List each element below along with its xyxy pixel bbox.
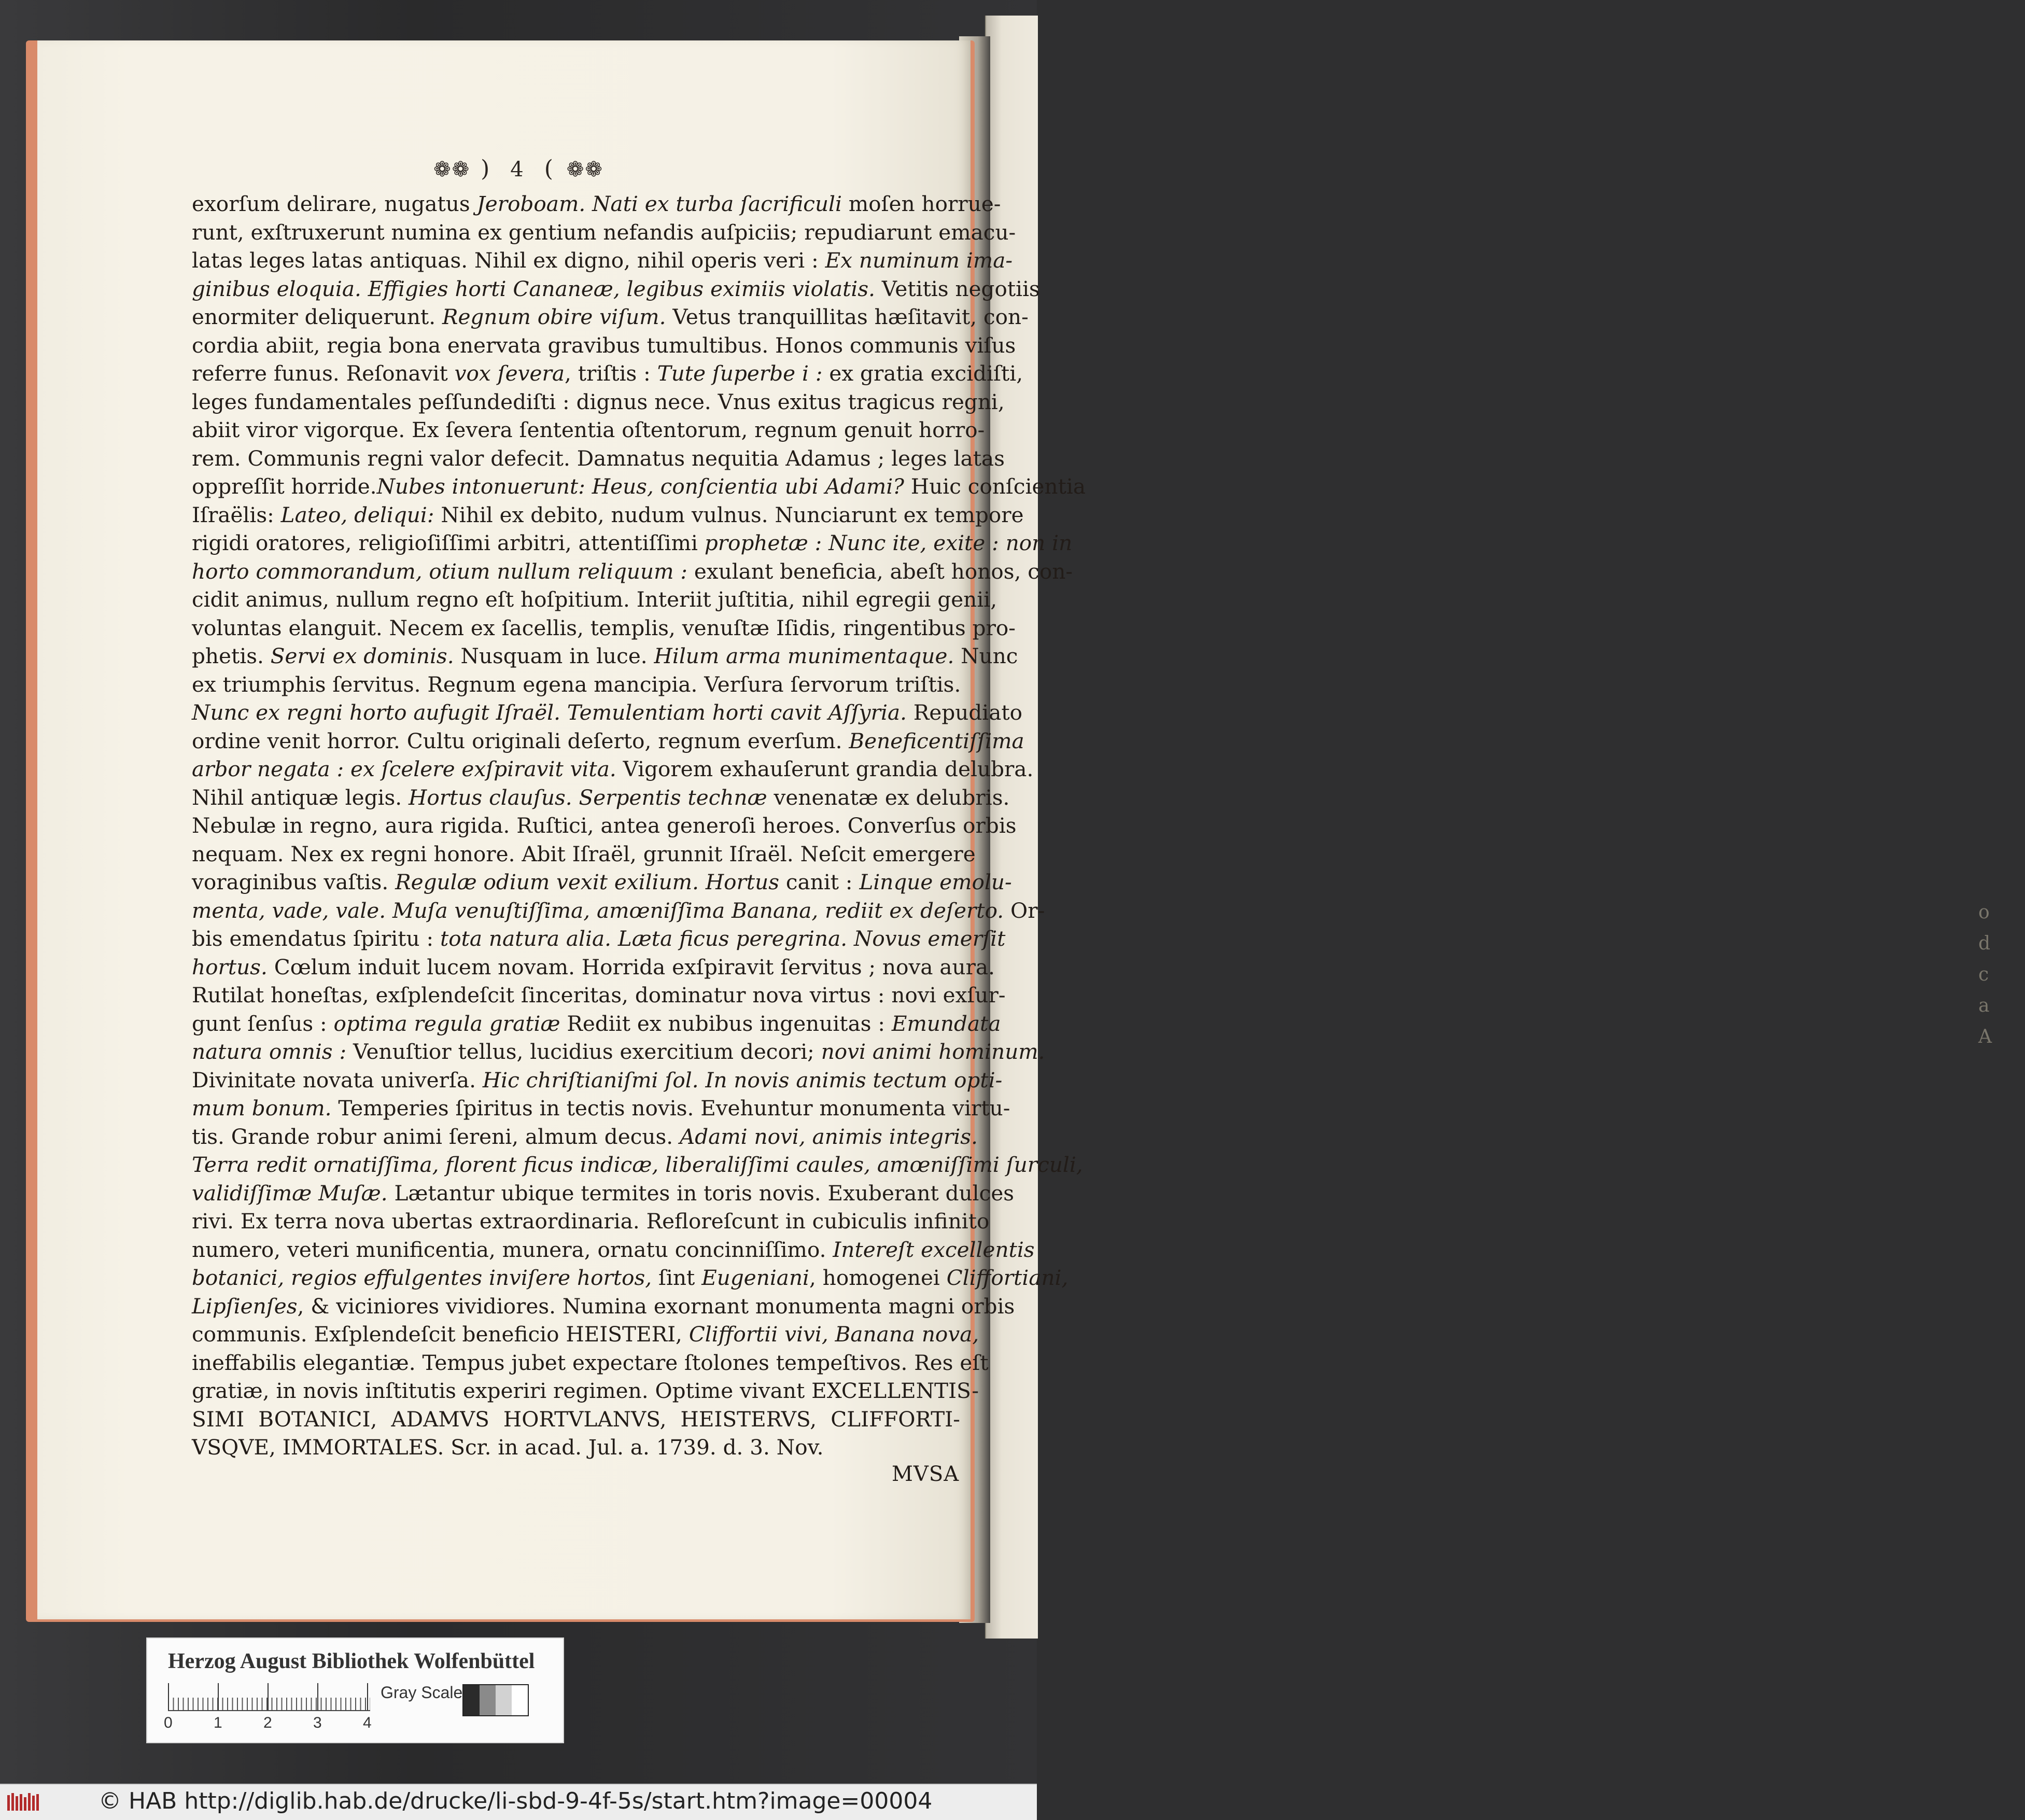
text-line: [192, 755, 1034, 783]
text-line: [192, 416, 985, 444]
roman-text: tis. Grande robur animi ſereni, almum decus.: [192, 1124, 680, 1149]
text-line: [192, 190, 1001, 218]
roman-text: ordine venit horror. Cultu originali deſerto, regnum everſum.: [192, 728, 849, 753]
italic-text: botanici, regios effulgentes inviſere hortos,: [192, 1265, 652, 1290]
italic-text: ginibus eloquia. Effigies horti Cananeæ, legibus eximiis violatis.: [192, 276, 876, 301]
roman-text: nequam. Nex ex regni honore. Abit Iſraël, grunnit Iſraël. Neſcit emergere: [192, 841, 976, 866]
italic-text: Eugeniani: [701, 1265, 809, 1290]
text-line: [192, 585, 997, 614]
roman-text: cordia abiit, regia bona enervata gravibus tumultibus. Honos communis viſus: [192, 332, 1016, 358]
roman-text: numero, veteri munificentia, munera, ornatu concinniſſimo.: [192, 1237, 833, 1262]
roman-text: latas leges latas antiquas. Nihil ex digno, nihil operis veri :: [192, 248, 825, 273]
roman-text: Nunc: [954, 643, 1018, 668]
roman-text: Or-: [1004, 898, 1045, 923]
roman-text: Nihil antiquæ legis.: [192, 785, 409, 810]
italic-text: mum bonum.: [192, 1096, 332, 1121]
footer-url[interactable]: © HAB http://diglib.hab.de/drucke/li-sbd-9-4f-5s/start.htm?image=00004: [99, 1788, 933, 1814]
italic-text: validiſſimæ Muſæ.: [192, 1180, 388, 1206]
page-number: 4: [510, 158, 527, 181]
italic-text: menta, vade, vale. Muſa venuſtiſſima, amœniſſima Banana, rediit ex deſerto.: [192, 898, 1004, 923]
roman-text: ineffabilis elegantiæ. Tempus jubet expectare ſtolones tempeſtivos. Res eſt: [192, 1350, 989, 1375]
text-line: [192, 388, 1005, 416]
roman-text: Rediit ex nubibus ingenuitas :: [560, 1011, 892, 1036]
roman-text: Rutilat honeſtas, exſplendeſcit ſinceritas, dominatur nova virtus : novi exſur-: [192, 983, 1006, 1007]
roman-text: canit :: [779, 870, 860, 894]
roman-text: Nusquam in luce.: [454, 643, 654, 668]
roman-text: , & viciniores vividiores. Numina exornant monumenta magni orbis: [297, 1293, 1015, 1319]
ruler-tick-4: [367, 1683, 368, 1710]
roman-text: communis. Exſplendeſcit beneficio HEISTERI,: [192, 1322, 689, 1347]
next-page-fragment: o d c a A: [1978, 902, 1992, 1047]
italic-text: Terra redit ornatiſſima, florent ficus indicæ, liberaliſſimi caules, amœniſſimi ſurculi,: [192, 1152, 1083, 1177]
page-header: [0, 156, 1037, 182]
italic-text: optima regula gratiæ: [333, 1011, 560, 1036]
roman-text: Vetus tranquillitas hæſitavit, con-: [666, 304, 1029, 329]
italic-text: hortus.: [192, 954, 268, 979]
ruler-number: 0: [164, 1714, 173, 1731]
ruler-number: 2: [263, 1714, 272, 1731]
color-calibration-target: [146, 1637, 564, 1743]
swatch-black: [463, 1685, 480, 1715]
ruler-number: 3: [313, 1714, 322, 1731]
text-line: [192, 1207, 990, 1236]
roman-text: Lætantur ubique termites in toris novis. Exuberant dulces: [387, 1180, 1015, 1206]
text-line: [192, 1320, 979, 1349]
roman-text: , triſtis :: [564, 361, 657, 386]
text-line: [192, 840, 976, 869]
roman-text: ſint: [652, 1265, 702, 1290]
roman-text: abiit viror vigorque. Ex ſevera ſententia oſtentorum, regnum genuit horro-: [192, 417, 985, 442]
catchword-signature: MVSA: [892, 1462, 960, 1486]
italic-text: horto commorandum, otium nullum reliquum :: [192, 558, 688, 584]
swatch-dark-gray: [480, 1685, 496, 1715]
text-line: [192, 246, 1013, 275]
text-line: [192, 1151, 1083, 1179]
italic-text: Servi ex dominis.: [270, 643, 454, 668]
text-line: [192, 1066, 1003, 1095]
roman-text: runt, exſtruxerunt numina ex gentium nefandis auſpiciis; repudiarunt emacu-: [192, 219, 1016, 245]
roman-text: voraginibus vaſtis.: [192, 870, 396, 894]
roman-text: , homogenei: [809, 1265, 947, 1290]
roman-text: exorſum delirare, nugatus: [192, 191, 477, 216]
roman-text: Nebulæ in regno, aura rigida. Ruſtici, antea generoſi heroes. Converſus orbis: [192, 813, 1017, 838]
roman-text: phetis.: [192, 643, 271, 668]
swatch-white: [512, 1685, 528, 1715]
italic-text: Lateo, deliqui:: [280, 502, 434, 527]
scale-ruler: [168, 1683, 370, 1711]
footer-bar: [0, 1784, 1037, 1820]
text-line: [192, 1292, 1015, 1321]
ornament-right-icon: ❁❁: [566, 158, 603, 181]
ruler-tick-1: [218, 1683, 219, 1710]
italic-text: Cliffortii vivi, Banana nova,: [688, 1322, 979, 1347]
italic-text: Hilum arma munimentaque.: [654, 643, 954, 668]
roman-text: Venuſtior tellus, lucidius exercitium decori;: [346, 1039, 821, 1064]
text-line: [192, 868, 1012, 897]
roman-text: Cœlum induit lucem novam. Horrida exſpiravit ſervitus ; nova aura.: [267, 954, 995, 979]
italic-text: Hortus clauſus. Serpentis technæ: [409, 785, 767, 810]
italic-text: Hic chriſtianiſmi ſol. In novis animis tectum opti-: [482, 1067, 1003, 1093]
text-line: [192, 218, 1016, 247]
italic-text: Beneficentiſſima: [849, 728, 1024, 753]
italic-text: Adami novi, animis integris.: [680, 1124, 978, 1149]
roman-text: Repudiato: [907, 700, 1023, 725]
text-line: [192, 501, 1024, 529]
text-line: [192, 1264, 1068, 1292]
roman-text: moſen horrue-: [841, 191, 1001, 216]
roman-text: Nihil ex debito, nudum vulnus. Nunciarunt ex tempore: [434, 502, 1024, 527]
bracket-right: (: [544, 156, 556, 182]
italic-text: Nati ex turba ſacrificuli: [592, 191, 842, 216]
italic-text: novi animi hominum.: [821, 1039, 1045, 1064]
text-line: [192, 925, 1006, 953]
roman-text: rivi. Ex terra nova ubertas extraordinaria. Refloreſcunt in cubiculis infinito: [192, 1209, 990, 1234]
text-line: [192, 472, 1086, 501]
roman-text: VSQVE, IMMORTALES. Scr. in acad. Jul. a. 1739. d. 3. Nov.: [192, 1435, 824, 1460]
italic-text: Intereſt excellentis: [833, 1237, 1035, 1262]
italic-text: Regnum obire viſum.: [442, 304, 666, 329]
text-line: [192, 275, 1040, 303]
text-line: [192, 981, 1006, 1010]
roman-text: Temperies ſpiritus in tectis novis. Evehuntur monumenta virtu-: [331, 1096, 1010, 1121]
italic-text: Lipſienſes: [192, 1293, 298, 1319]
italic-text: tota natura alia. Læta ficus peregrina. Novus emerſit: [440, 926, 1006, 951]
roman-text: [585, 191, 592, 216]
italic-text: Cliffortiani,: [946, 1265, 1068, 1290]
text-line: [192, 1094, 1010, 1123]
roman-text: gratiæ, in novis inſtitutis experiri regimen. Optime vivant EXCELLENTIS-: [192, 1378, 979, 1403]
text-line: [192, 783, 1010, 812]
ruler-tick-0: [168, 1683, 169, 1710]
italic-text: Regulæ odium vexit exilium. Hortus: [395, 870, 780, 894]
italic-text: natura omnis :: [192, 1039, 347, 1064]
roman-text: exulant beneficia, abeſt honos, con-: [687, 558, 1073, 584]
roman-text: Divinitate novata univerſa.: [192, 1067, 483, 1093]
roman-text: SIMI BOTANICI, ADAMVS HORTVLANVS, HEISTERVS, CLIFFORTI-: [192, 1406, 960, 1432]
roman-text: Iſraëlis:: [192, 502, 281, 527]
roman-text: voluntas elanguit. Necem ex ſacellis, templis, venuſtæ Iſidis, ringentibus pro-: [192, 615, 1016, 640]
text-line: [192, 444, 1005, 473]
text-line: [192, 1038, 1045, 1066]
text-line: [192, 303, 1029, 331]
italic-text: Jeroboam.: [476, 191, 586, 216]
italic-text: vox ſevera: [454, 361, 565, 386]
text-line: [192, 529, 1073, 557]
roman-text: Vigorem exhauſerunt grandia delubra.: [616, 757, 1034, 781]
roman-text: rigidi oratores, religioſiſſimi arbitri, attentiſſimi: [192, 530, 705, 555]
roman-text: referre funus. Reſonavit: [192, 361, 455, 386]
text-line: [192, 614, 1016, 642]
roman-text: leges fundamentales peſſundediſti : dignus nece. Vnus exitus tragicus regni,: [192, 389, 1005, 414]
italic-text: prophetæ : Nunc ite, exite : non in: [704, 530, 1073, 555]
swatch-light-gray: [496, 1685, 512, 1715]
text-line: [192, 670, 960, 699]
roman-text: rem. Communis regni valor defecit. Damnatus nequitia Adamus ; leges latas: [192, 445, 1005, 471]
text-line: [192, 1377, 979, 1405]
ruler-tick-2: [268, 1683, 269, 1710]
roman-text: venenatæ ex delubris.: [767, 785, 1010, 810]
text-line: [192, 557, 1073, 586]
text-line: [192, 897, 1045, 925]
ornament-left-icon: ❁❁: [433, 158, 471, 181]
text-line: [192, 1010, 1001, 1038]
text-line: [192, 727, 1024, 755]
text-line: [192, 953, 995, 982]
italic-text: Ex numinum ima-: [825, 248, 1013, 273]
roman-text: bis emendatus ſpiritu :: [192, 926, 440, 951]
text-line: [192, 1236, 1035, 1264]
library-name: Herzog August Bibliothek Wolfenbüttel: [168, 1649, 535, 1673]
roman-text: ex triumphis ſervitus. Regnum egena mancipia. Verſura ſervorum triſtis.: [192, 671, 961, 697]
roman-text: enormiter deliquerunt.: [192, 304, 442, 329]
text-line: [192, 1405, 960, 1434]
roman-text: gunt ſenſus :: [192, 1011, 334, 1036]
roman-text: oppreſſit horride.: [192, 474, 377, 499]
text-line: [192, 1179, 1015, 1208]
italic-text: Nunc ex regni horto aufugit Iſraël. Temulentiam horti cavit Aſſyria.: [192, 700, 907, 725]
text-line: [192, 698, 1023, 727]
italic-text: Linque emolu-: [859, 870, 1012, 894]
italic-text: Tute ſuperbe i :: [657, 361, 823, 386]
roman-text: ex gratia excidiſti,: [822, 361, 1023, 386]
roman-text: Vetitis negotiis: [875, 276, 1040, 301]
roman-text: Huic conſcientia: [904, 474, 1086, 499]
text-line: [192, 331, 1016, 360]
gray-scale-label: Gray Scale: [381, 1683, 463, 1702]
text-line: [192, 1123, 978, 1151]
italic-text: Nubes intonuerunt: Heus, conſcientia ubi Adami?: [376, 474, 904, 499]
ruler-tick-3: [317, 1683, 318, 1710]
ruler-number: 1: [214, 1714, 222, 1731]
gray-swatches: [462, 1684, 529, 1716]
text-line: [192, 1349, 989, 1377]
text-line: [192, 811, 1017, 840]
italic-text: arbor negata : ex ſcelere exſpiravit vita.: [192, 757, 616, 781]
hab-logo-icon: [5, 1791, 43, 1814]
text-line: [192, 642, 1018, 670]
text-line: [192, 1433, 960, 1462]
ruler-number: 4: [363, 1714, 372, 1731]
text-line: [192, 359, 1023, 388]
bracket-left: ): [481, 156, 493, 182]
page-text: [192, 190, 1086, 1462]
roman-text: cidit animus, nullum regno eſt hoſpitium. Interiit juſtitia, nihil egregii genii,: [192, 587, 997, 612]
italic-text: Emundata: [891, 1011, 1001, 1036]
